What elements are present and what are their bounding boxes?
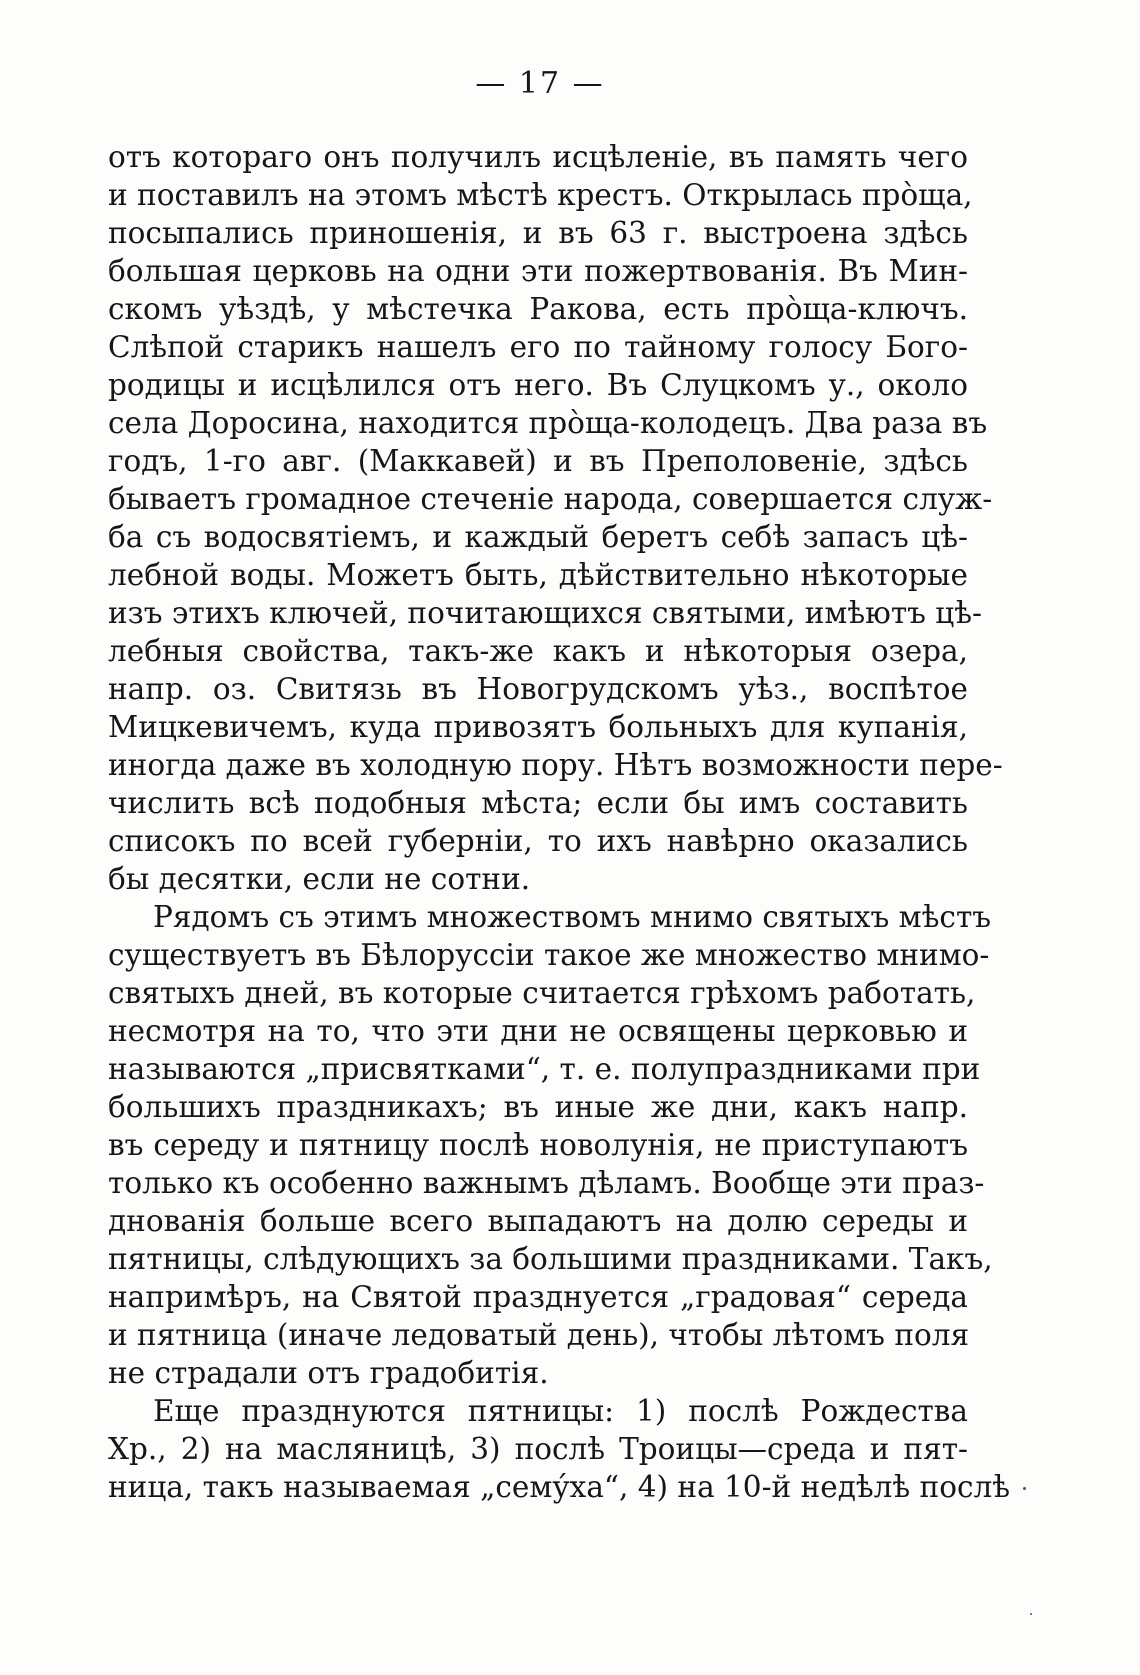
text-line: Слѣпой старикъ нашелъ его по тайному голосу Бого- [108,330,968,364]
text-line: иногда даже въ холодную пору. Нѣтъ возможности пере- [108,748,1003,782]
page-body [108,138,1011,1506]
paragraph-start-line: Еще празднуются пятницы: 1) послѣ Рождества [153,1394,968,1428]
paragraph-start-line: Рядомъ съ этимъ множествомъ мнимо святыхъ мѣстъ [153,900,992,934]
paper-speck [1030,1613,1032,1615]
text-line: села Доросина, находится прòща-колодецъ. Два раза въ [108,406,988,440]
text-line: называются „присвятками“, т. е. полупраздниками при [108,1052,981,1086]
text-line: несмотря на то, что эти дни не освящены церковью и [108,1014,968,1048]
text-line: скомъ уѣздѣ, у мѣстечка Ракова, есть прòща-ключъ. [108,292,968,326]
text-line: пятницы, слѣдующихъ за большими праздниками. Такъ, [108,1242,993,1276]
text-line: ба съ водосвятіемъ, и каждый беретъ себѣ запасъ цѣ- [108,520,968,554]
text-line: годъ, 1-го авг. (Маккавей) и въ Преполовеніе, здѣсь [108,444,968,478]
text-line: днованія больше всего выпадаютъ на долю середы и [108,1204,968,1238]
text-line: и поставилъ на этомъ мѣстѣ крестъ. Открылась прòща, [108,178,973,212]
text-line: числить всѣ подобныя мѣста; если бы имъ составить [108,786,968,820]
text-line: лебныя свойства, такъ-же какъ и нѣкоторыя озера, [108,634,968,668]
text-line: большихъ праздникахъ; въ иные же дни, какъ напр. [108,1090,968,1124]
text-line: ница, такъ называемая „сему́ха“, 4) на 10-й недѣлѣ послѣ [108,1470,1011,1504]
text-line: списокъ по всей губерніи, то ихъ навѣрно оказались [108,824,968,858]
text-line: только къ особенно важнымъ дѣламъ. Вообще эти праз- [108,1166,985,1200]
text-line: родицы и исцѣлился отъ него. Въ Слуцкомъ у., около [108,368,968,402]
text-line: святыхъ дней, въ которые считается грѣхомъ работать, [108,976,976,1010]
text-line: бываетъ громадное стеченіе народа, совершается служ- [108,482,993,516]
text-line: лебной воды. Можетъ быть, дѣйствительно нѣкоторые [108,558,968,592]
text-line: большая церковь на одни эти пожертвованія. Въ Мин- [108,254,968,288]
text-line: отъ котораго онъ получилъ исцѣленіе, въ память чего [108,140,968,174]
text-line: изъ этихъ ключей, почитающихся святыми, имѣютъ цѣ- [108,596,983,630]
text-line: напримѣръ, на Святой празднуется „градовая“ середа [108,1280,968,1314]
text-line: въ середу и пятницу послѣ новолунія, не приступаютъ [108,1128,968,1162]
text-line: Хр., 2) на масляницѣ, 3) послѣ Троицы—среда и пят- [108,1432,968,1466]
paragraph-end-line: бы десятки, если не сотни. [108,862,531,896]
text-line: посыпались приношенія, и въ 63 г. выстроена здѣсь [108,216,968,250]
text-line: Мицкевичемъ, куда привозятъ больныхъ для купанія, [108,710,968,744]
paper-speck [1023,1487,1026,1490]
text-line: существуетъ въ Бѣлоруссіи такое же множество мнимо- [108,938,990,972]
text-line: напр. оз. Свитязь въ Новогрудскомъ уѣз., воспѣтое [108,672,968,706]
paragraph-end-line: не страдали отъ градобитія. [108,1356,549,1390]
page-number: — 17 — [475,66,605,101]
text-line: и пятница (иначе ледоватый день), чтобы лѣтомъ поля [108,1318,970,1352]
